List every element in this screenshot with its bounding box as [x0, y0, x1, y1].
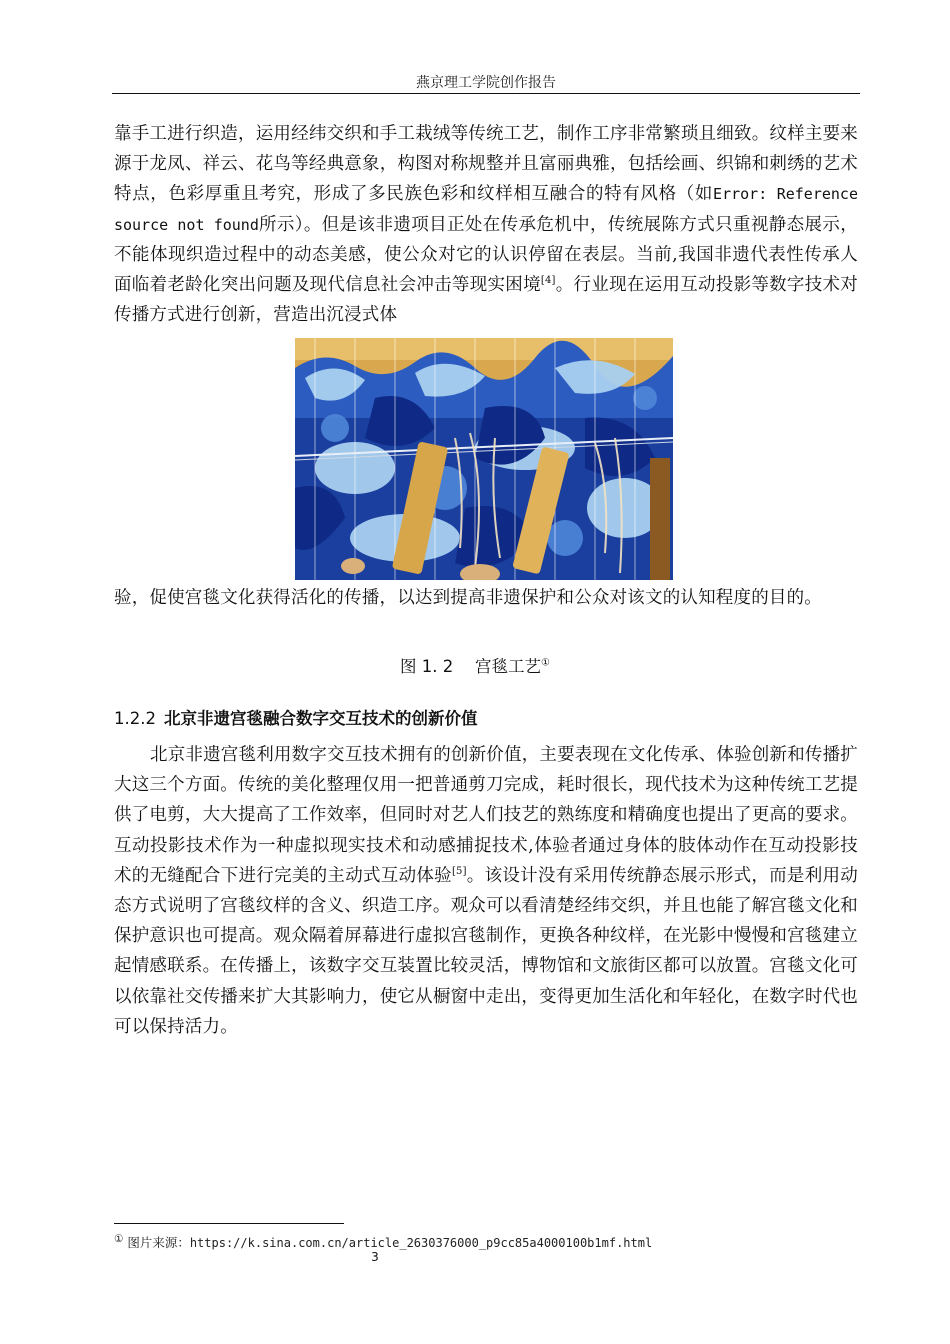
figure-caption-prefix: 图 1. 2 — [400, 657, 475, 676]
paragraph-3 — [114, 740, 858, 1042]
citation-5[interactable]: [5] — [451, 865, 467, 877]
figure-caption-title: 宫毯工艺 — [475, 657, 541, 676]
footnote-mark: ① — [114, 1233, 124, 1245]
footnote-url[interactable]: https://k.sina.com.cn/article_2630376000_p9cc85a4000100b1mf.html — [189, 1236, 653, 1251]
paragraph-1-text-a: 靠手工进行织造，运用经纬交织和手工栽绒等传统工艺，制作工序非常繁琐且细致。纹样主要来源于龙凤、祥云、花鸟等经典意象，构图对称规整并且富丽典雅，包括绘画、织锦和刺绣的艺术特点，色彩厚重且考究，形成了多民族色彩和纹样相互融合的特有风格（如 — [114, 124, 858, 205]
figure-caption — [0, 653, 950, 677]
reference-error-text: Error: Reference source not found — [114, 185, 858, 234]
paragraph-1-text-c: 。行业现在运用互动投影等数字技术对传播方式进行创新，营造出沉浸式体 — [114, 275, 858, 326]
page-number: 3 — [371, 1250, 379, 1264]
paragraph-3-text-b: 。该设计没有采用传统静态展示形式，而是利用动态方式说明了宫毯纹样的含义、织造工序。观众可以看清楚经纬交织，并且也能了解宫毯文化和保护意识也可提高。观众隔着屏幕进行虚拟宫毯制作，更换各种纹样，在光影中慢慢和宫毯建立起情感联系。在传播上，该数字交互装置比较灵活，博物馆和文旅街区都可以放置。宫毯文化可以依靠社交传播来扩大其影响力，使它从橱窗中走出，变得更加生活化和年轻化，在数字时代也可以保持活力。 — [114, 865, 858, 1037]
paragraph-1-text-b: 所示）。但是该非遗项目正处在传承危机中，传统展陈方式只重视静态展示，不能体现织造过程中的动态美感，使公众对它的认识停留在表层。当前,我国非遗代表性传承人面临着老龄化突出问题及现代信息社会冲击等现实困境 — [114, 214, 858, 296]
citation-4[interactable]: [4] — [540, 275, 556, 287]
header-rule — [112, 93, 860, 94]
section-heading — [114, 705, 477, 729]
paragraph-3-text-a: 北京非遗宫毯利用数字交互技术拥有的创新价值，主要表现在文化传承、体验创新和传播扩大这三个方面。传统的美化整理仅用一把普通剪刀完成，耗时很长，现代技术为这种传统工艺提供了电剪，大大提高了工作效率，但同时对艺人们技艺的熟练度和精确度也提出了更高的要求。互动投影技术作为一种虚拟现实技术和动感捕捉技术,体验者通过身体的肢体动作在互动投影技术的无缝配合下进行完美的主动式互动体验 — [114, 745, 858, 886]
page-header: 燕京理工学院创作报告 — [416, 75, 556, 91]
paragraph-1 — [114, 119, 858, 330]
footnote-label: 图片来源： — [123, 1235, 190, 1251]
footnote-rule — [114, 1223, 344, 1224]
carpet-weaving-photo — [295, 338, 673, 580]
paragraph-2: 验，促使宫毯文化获得活化的传播，以达到提高非遗保护和公众对该文的认知程度的目的。 — [114, 588, 822, 608]
footnote-ref-mark[interactable]: ① — [541, 657, 550, 669]
section-number: 1.2.2 — [114, 709, 156, 728]
carpet-weaving-illustration — [295, 338, 673, 580]
section-title: 北京非遗宫毯融合数字交互技术的创新价值 — [163, 709, 478, 728]
footnote — [114, 1233, 652, 1251]
